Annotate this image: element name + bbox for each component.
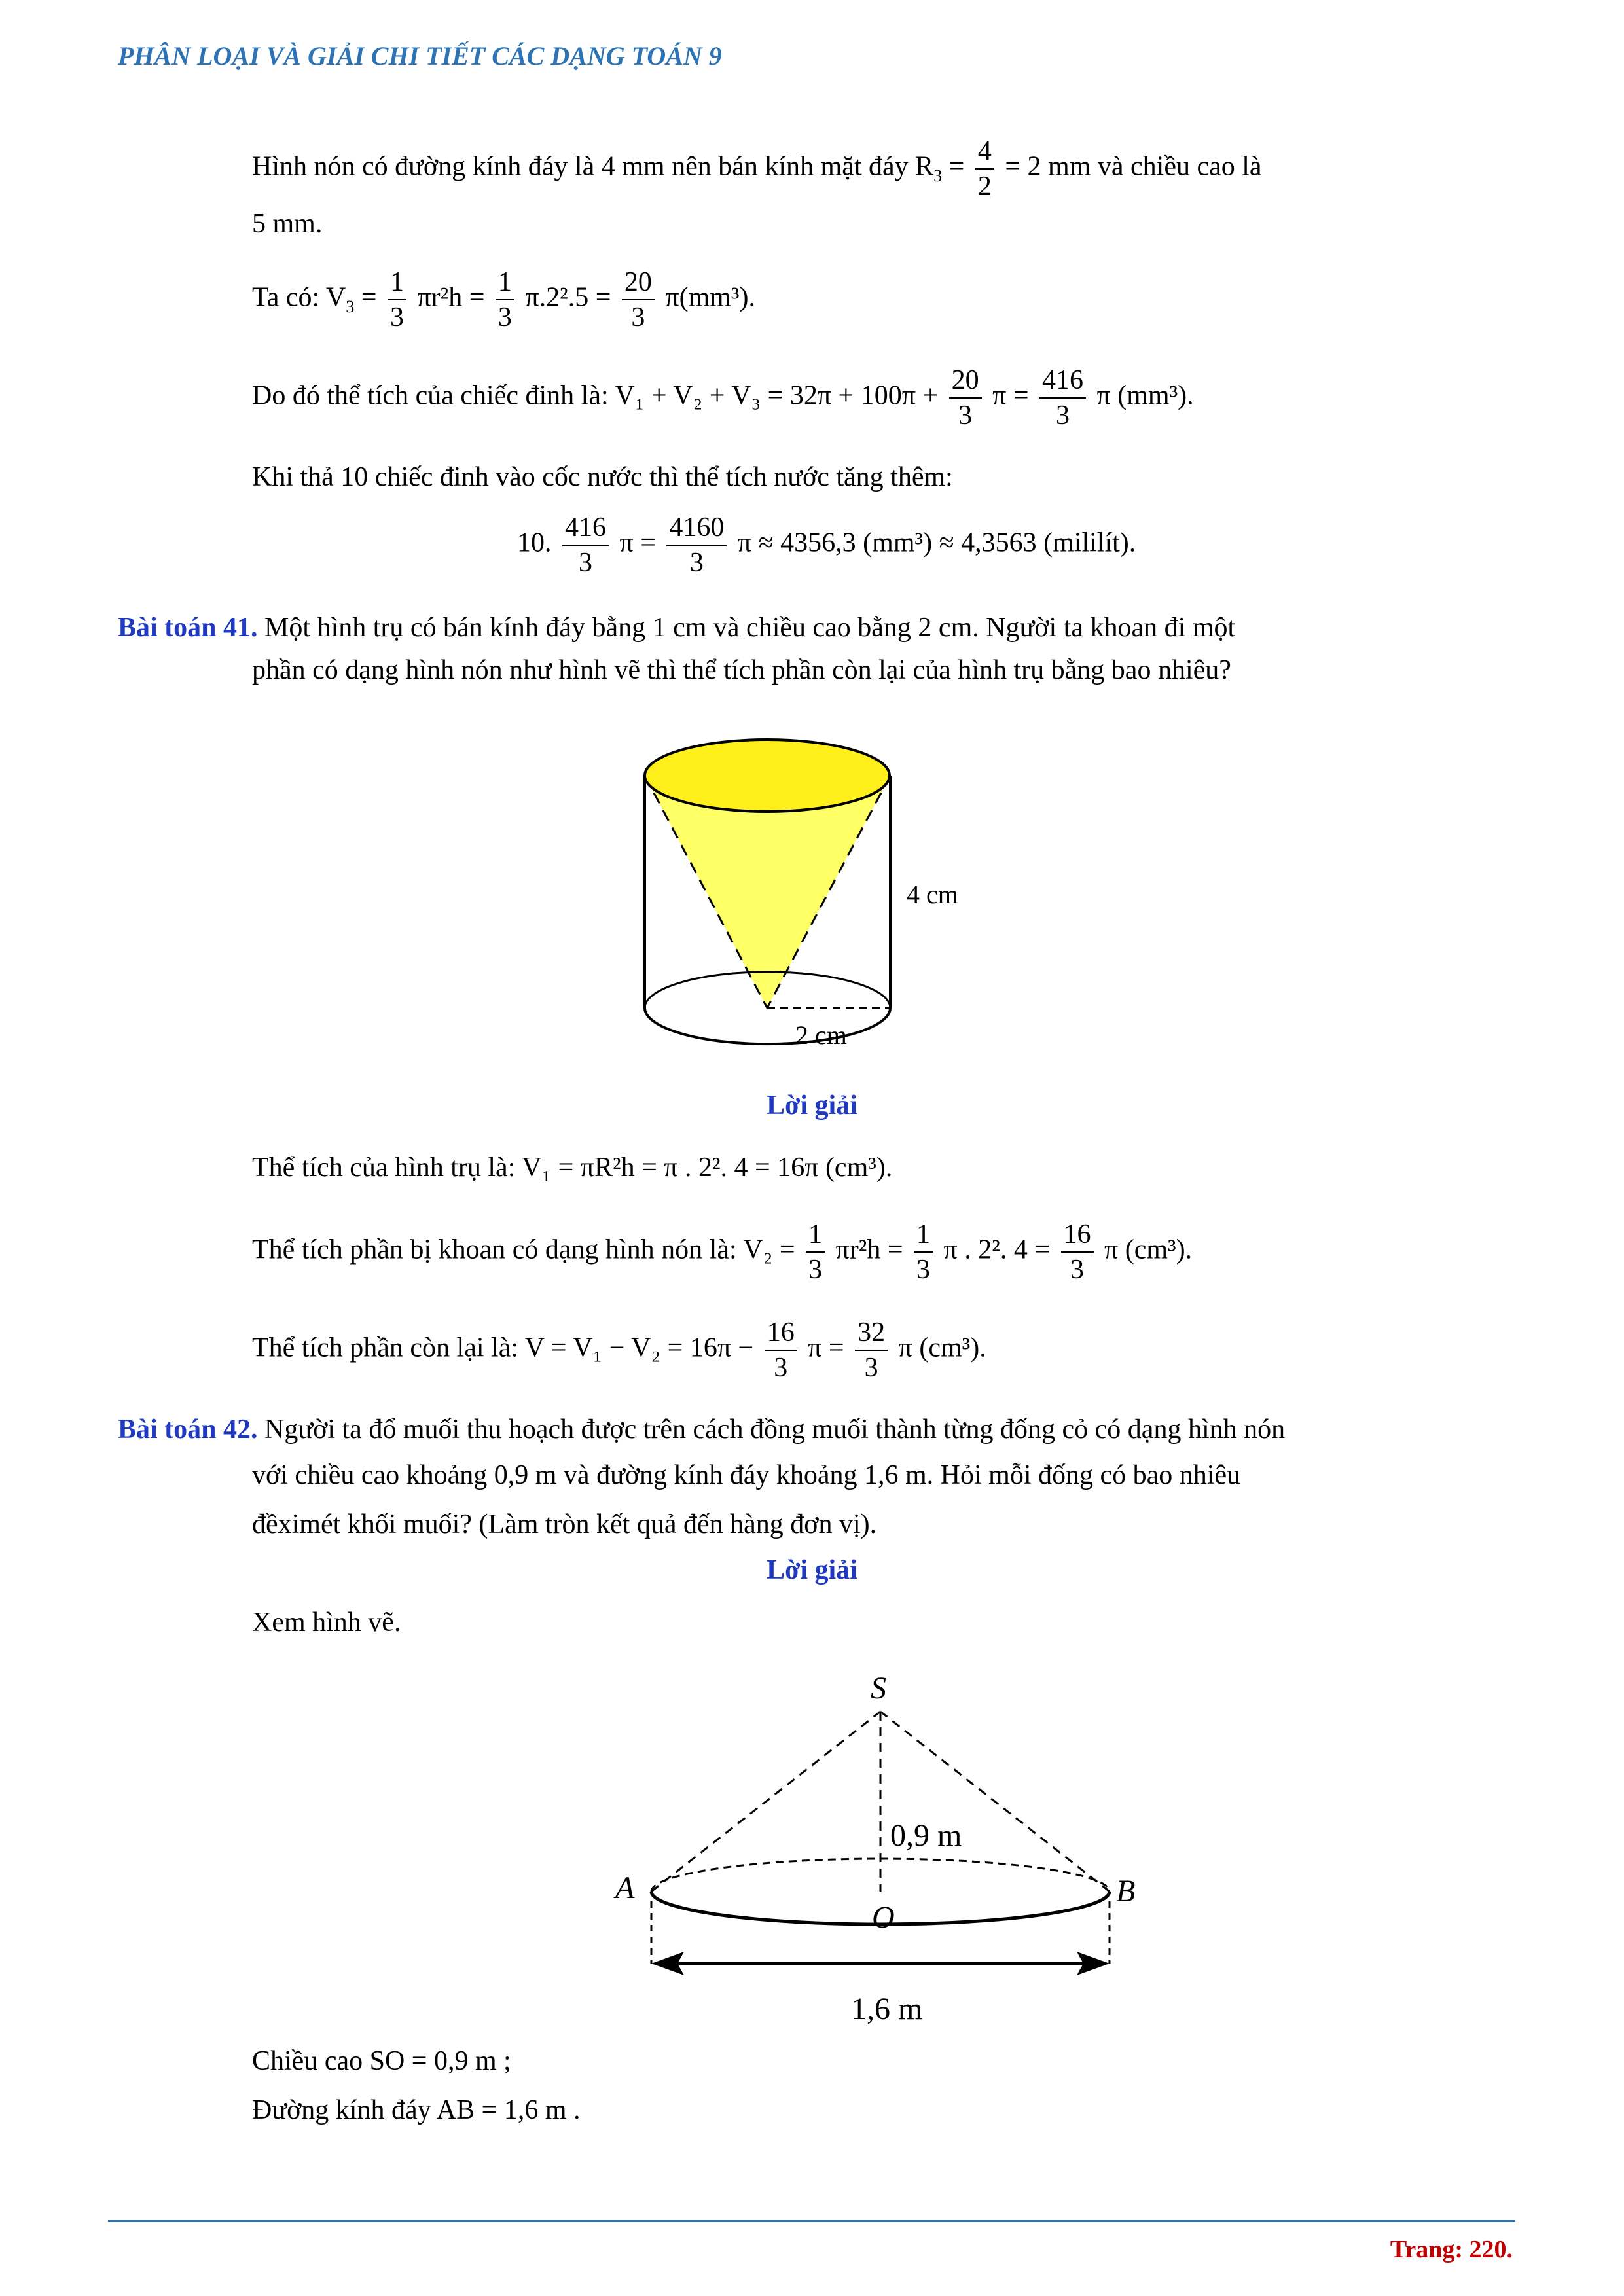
- problem-41-solution-title: Lời giải: [767, 1090, 857, 1121]
- height-line: Chiều cao SO = 0,9 m ;: [252, 2046, 511, 2076]
- edge-SA: [651, 1712, 880, 1892]
- label-diameter: 1,6 m: [851, 1992, 923, 2026]
- cylinder-bottom-front: [645, 1008, 890, 1044]
- diameter-line: Đường kính đáy AB = 1,6 m .: [252, 2095, 581, 2125]
- salt-cone-figure: [589, 1649, 1178, 2029]
- problem-42-label: Bài toán 42.: [118, 1414, 258, 1444]
- problem-42-line-3: đềximét khối muối? (Làm tròn kết quả đến hàng đơn vị).: [252, 1509, 877, 1539]
- label-O: O: [872, 1900, 895, 1935]
- page-number: Trang: 220.: [1390, 2236, 1513, 2263]
- fraction: $\frac{4}{2}$: [975, 134, 994, 204]
- problem-41-label: Bài toán 41.: [118, 613, 258, 643]
- edge-SB: [880, 1712, 1110, 1892]
- cone-volume-line: Thể tích phần bị khoan có dạng hình nón là: V₂ = $\frac{1}{3}$ πr²h = $\frac{1}{3}$ π . 2². 4 = $\frac{16}{3}$ π (cm³).: [252, 1217, 1192, 1287]
- remaining-volume-line: Thể tích phần còn lại là: V = V₁ − V₂ = 16π − $\frac{16}{3}$ π = $\frac{32}{3}$ π (cm³).: [252, 1316, 986, 1385]
- see-figure-line: Xem hình vẽ.: [252, 1607, 401, 1638]
- label-S: S: [871, 1671, 886, 1706]
- page-header: PHÂN LOẠI VÀ GIẢI CHI TIẾT CÁC DẠNG TOÁN 9: [118, 41, 722, 71]
- intro-line-1: Hình nón có đường kính đáy là 4 mm nên bán kính mặt đáy $R_3$ = $\frac{4}{2}$ = 2 mm và chiều cao là: [252, 134, 1262, 204]
- problem-41-line-2: phần có dạng hình nón như hình vẽ thì thể tích phần còn lại của hình trụ bằng bao nhiêu?: [252, 655, 1231, 685]
- label-B: B: [1116, 1874, 1136, 1909]
- intro-line-2: 5 mm.: [252, 209, 323, 239]
- problem-42-solution-title: Lời giải: [767, 1555, 857, 1585]
- cylinder-volume-line: Thể tích của hình trụ là: V₁ = πR²h = π . 2². 4 = 16π (cm³).: [252, 1153, 893, 1183]
- width-label: 2 cm: [795, 1020, 847, 1050]
- cylinder-top-ellipse: [645, 740, 890, 812]
- ten-nails-line: Khi thả 10 chiếc đinh vào cốc nước thì thể tích nước tăng thêm:: [252, 462, 953, 492]
- height-label: 4 cm: [907, 880, 958, 909]
- problem-42-line-2: với chiều cao khoảng 0,9 m và đường kính đáy khoảng 1,6 m. Hỏi mỗi đống có bao nhiêu: [252, 1460, 1241, 1490]
- footer-divider: [108, 2220, 1515, 2222]
- problem-42-line-1: Bài toán 42. Người ta đổ muối thu hoạch được trên cách đồng muối thành từng đống cỏ có dạng hình nón: [118, 1414, 1286, 1444]
- label-height: 0,9 m: [890, 1818, 962, 1853]
- increase-formula: 10. $\frac{416}{3}$ π = $\frac{4160}{3}$ π ≈ 4356,3 (mm³) ≈ 4,3563 (mililít).: [517, 511, 1136, 580]
- v3-formula: Ta có: $V_3$ = $\frac{1}{3}$ πr²h = $\frac{1}{3}$ π.2².5 = $\frac{20}{3}$ π(mm³).: [252, 265, 755, 334]
- label-A: A: [615, 1871, 635, 1905]
- problem-41-line-1: Bài toán 41. Một hình trụ có bán kính đáy bằng 1 cm và chiều cao bằng 2 cm. Người ta khoan đi một: [118, 613, 1236, 643]
- total-volume-formula: Do đó thể tích của chiếc đinh là: V₁ + V₂ + V₃ = 32π + 100π + $\frac{20}{3}$ π = $\frac{416}{3}$ π (mm³).: [252, 363, 1194, 433]
- cylinder-cone-figure: [628, 720, 1021, 1080]
